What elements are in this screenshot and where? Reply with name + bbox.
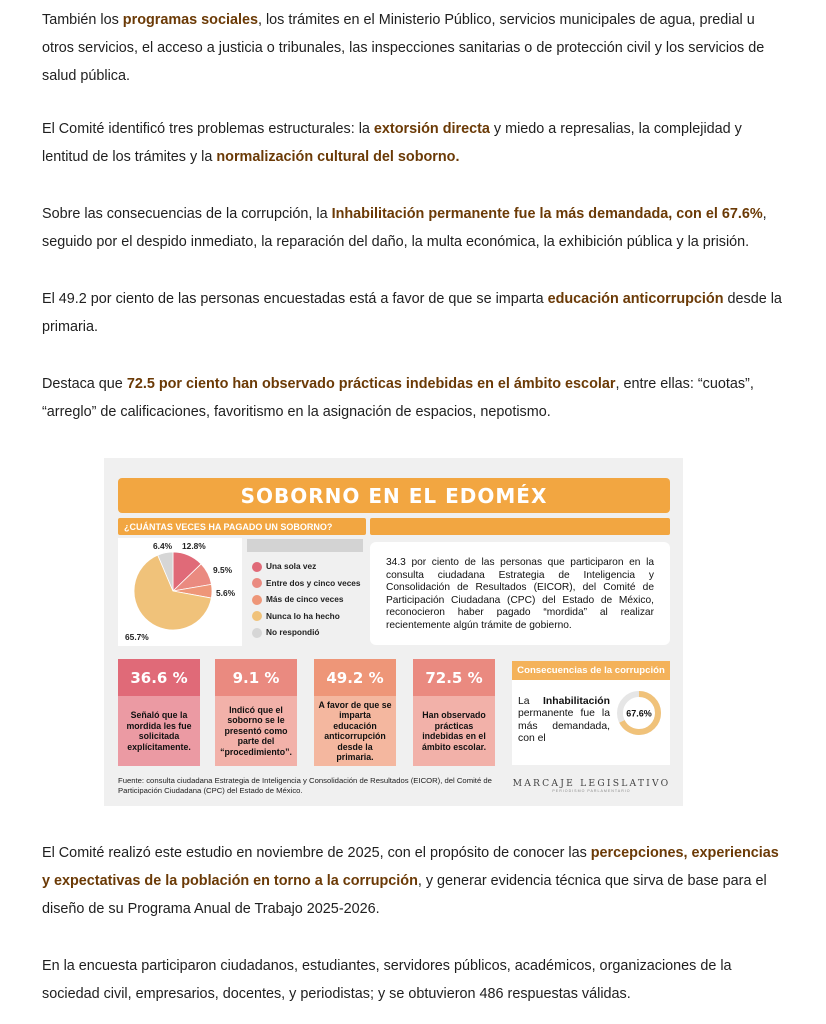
- infographic: [104, 458, 683, 806]
- legend-swatch: [252, 611, 262, 621]
- stat-card-text: Señaló que la mordida les fue solicitada explícitamente.: [118, 696, 200, 766]
- highlight-text: educación anticorrupción: [547, 291, 724, 307]
- legend-swatch: [252, 578, 262, 588]
- brand-name: MARCAJE LEGISLATIVO: [512, 778, 671, 789]
- pie-chart-panel: [118, 538, 242, 646]
- consequences-panel: [512, 661, 670, 765]
- stat-card-value: 36.6 %: [118, 659, 200, 696]
- legend-swatch: [252, 595, 262, 605]
- text-segment: , entre ellas: “cuotas”, “arreglo” de calificaciones, favoritismo en la asignación de espacios, nepotismo.: [42, 376, 754, 420]
- highlight-text: extorsión directa: [373, 121, 490, 137]
- legend-item: [250, 559, 370, 574]
- brand-tagline: PERIODISMO PARLAMENTARIO: [552, 789, 631, 793]
- highlight-text: programas sociales: [122, 12, 258, 28]
- legend-label: Nunca lo ha hecho: [266, 610, 340, 621]
- legend-swatch: [252, 628, 262, 638]
- stat-card-text: Indicó que el soborno se le presentó como parte del “procedimiento”.: [215, 696, 297, 766]
- legend-item: [250, 609, 370, 624]
- pie-legend: [250, 559, 370, 642]
- text-segment: , seguido por el despido inmediato, la reparación del daño, la multa económica, la exhibición pública y la prisión.: [42, 206, 767, 250]
- stat-card-value: 49.2 %: [314, 659, 396, 696]
- header-bar: [370, 518, 670, 535]
- text-segment: permanente fue la más demandada, con el: [518, 708, 610, 745]
- donut-label: 67.6%: [626, 708, 652, 719]
- paragraph-social-programs: [42, 6, 787, 90]
- stat-card-text: A favor de que se imparta educación anticorrupción desde la primaria.: [314, 696, 396, 766]
- text-segment: En la encuesta participaron ciudadanos, estudiantes, servidores públicos, académicos, organizaciones de la sociedad civil, empresarios, docentes, y periodistas; y se obtuvieron 486 respuestas válidas.: [42, 958, 732, 1002]
- legend-label: Entre dos y cinco veces: [266, 577, 361, 588]
- text-segment: El Comité realizó este estudio en noviembre de 2025, con el propósito de conocer las: [42, 845, 591, 861]
- stat-card: [314, 659, 396, 766]
- highlight-text: normalización cultural del soborno.: [216, 149, 460, 165]
- text-segment: La: [518, 696, 544, 707]
- paragraph-consequences: [42, 200, 787, 256]
- highlight-text: percepciones, experiencias y expectativas de la población en torno a la corrupción: [42, 845, 779, 889]
- legend-header-bar: [247, 539, 363, 552]
- legend-item: [250, 576, 370, 591]
- legend-label: Una sola vez: [266, 561, 317, 571]
- stat-card-value: 72.5 %: [413, 659, 495, 696]
- text-segment: , los trámites en el Ministerio Público, servicios municipales de agua, predial u otros servicios, el acceso a justicia o tribunales, las inspecciones sanitarias o de protección civil y los servicios de salud pública.: [42, 12, 765, 84]
- donut-chart: [615, 689, 663, 737]
- legend-label: No respondió: [266, 627, 320, 637]
- text-segment: Destaca que: [42, 376, 127, 392]
- source-note: Fuente: consulta ciudadana Estrategia de Inteligencia y Consolidación de Resultados (EICOR), del Comité de Participación Ciudadana (CPC) del Estado de México.: [118, 776, 492, 796]
- stat-card-text: Han observado prácticas indebidas en el ámbito escolar.: [413, 696, 495, 766]
- pie-label-never: 65.7%: [125, 632, 149, 642]
- text-segment: También los: [42, 12, 123, 28]
- stat-card: [215, 659, 297, 766]
- consequences-header: Consecuencias de la corrupción: [512, 661, 670, 680]
- stat-card-value: 9.1 %: [215, 659, 297, 696]
- legend-swatch: [252, 562, 262, 572]
- description-box: 34.3 por ciento de las personas que participaron en la consulta ciudadana Estrategia de Inteligencia y Consolidación de Resultados (EICOR), del Comité de Participación Ciudadana (CPC) del Estado de México, reconocieron haber pagado “mordida” al realizar recientemente algún trámite de gobierno.: [370, 542, 670, 645]
- pie-label-once: 12.8%: [182, 541, 206, 551]
- text-segment: El 49.2 por ciento de las personas encuestadas está a favor de que se imparta: [42, 291, 548, 307]
- text-segment: El Comité identificó tres problemas estructurales: la: [42, 121, 374, 137]
- consequences-text: [518, 696, 610, 746]
- pie-label-no-answer: 6.4%: [153, 541, 173, 551]
- pie-label-more-five: 5.6%: [216, 588, 236, 598]
- legend-label: Más de cinco veces: [266, 594, 344, 604]
- bold-text: Inhabilitación: [543, 696, 610, 707]
- text-segment: Sobre las consecuencias de la corrupción, la: [42, 206, 332, 222]
- stat-card: [118, 659, 200, 766]
- text-segment: y miedo a represalias, la complejidad y lentitud de los trámites y la: [42, 121, 742, 165]
- paragraph-participants: [42, 952, 787, 1008]
- highlight-text: Inhabilitación permanente fue la más demandada, con el 67.6%: [331, 206, 763, 222]
- paragraph-education: [42, 285, 787, 341]
- question-header: ¿CUÁNTAS VECES HA PAGADO UN SOBORNO?: [118, 518, 366, 535]
- paragraph-school-practices: [42, 370, 787, 426]
- paragraph-structural-problems: [42, 115, 787, 171]
- brand-logo: [509, 778, 674, 793]
- highlight-text: 72.5 por ciento han observado prácticas indebidas en el ámbito escolar: [126, 376, 616, 392]
- pie-label-two-five: 9.5%: [213, 565, 233, 575]
- paragraph-study-date: [42, 839, 787, 923]
- legend-item: [250, 625, 370, 640]
- text-segment: , y generar evidencia técnica que sirva de base para el diseño de su Programa Anual de Trabajo 2025-2026.: [42, 873, 767, 917]
- stat-card: [413, 659, 495, 766]
- legend-item: [250, 592, 370, 607]
- infographic-title: SOBORNO EN EL EDOMÉX: [118, 478, 670, 513]
- text-segment: desde la primaria.: [42, 291, 782, 335]
